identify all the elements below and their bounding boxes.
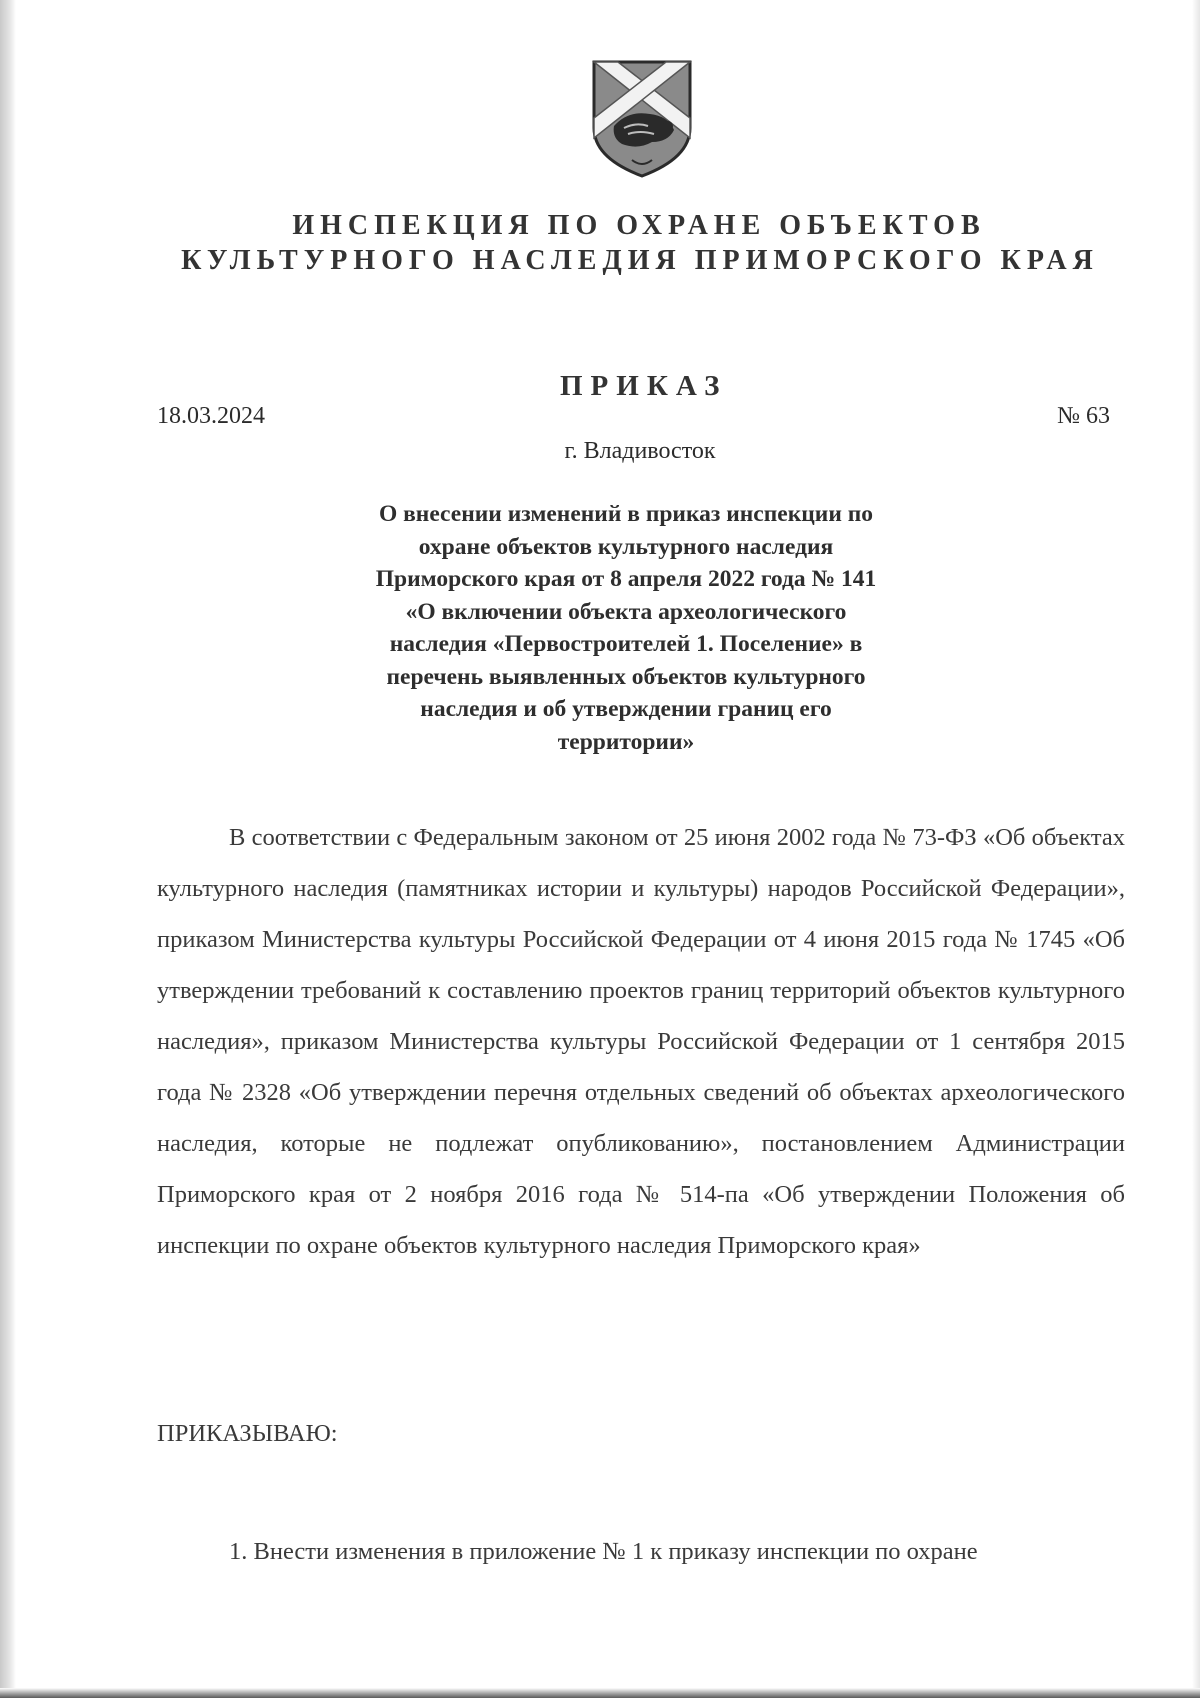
org-name-line-1: ИНСПЕКЦИЯ ПО ОХРАНЕ ОБЪЕКТОВ xyxy=(292,210,986,241)
subject-line: наследия и об утверждении границ его xyxy=(420,696,832,722)
document-subject xyxy=(300,498,952,758)
document-date: 18.03.2024 xyxy=(157,403,265,429)
preamble-paragraph: В соответствии с Федеральным законом от 25 июня 2002 года № 73-ФЗ «Об объектах культурного наследия (памятниках истории и культуры) народов Российской Федерации», приказом Министерства культуры Российской Федерации от 4 июня 2015 года № 1745 «Об утверждении требований к составлению проектов границ территорий объектов культурного наследия», приказом Министерства культуры Российской Федерации от 1 сентября 2015 года № 2328 «Об утверждении перечня отдельных сведений об объектах археологического наследия, которые не подлежат опубликованию», постановлением Администрации Приморского края от 2 ноября 2016 года № 514-па «Об утверждении Положения об инспекции по охране объектов культурного наследия Приморского края» xyxy=(157,824,1125,1259)
subject-line: территории» xyxy=(557,728,695,755)
document-number: № 63 xyxy=(1057,403,1110,429)
order-item-1: 1. Внести изменения в приложение № 1 к приказу инспекции по охране xyxy=(229,1538,978,1565)
subject-line: охране объектов культурного наследия xyxy=(418,533,834,560)
order-heading: ПРИКАЗЫВАЮ: xyxy=(157,1420,338,1447)
document-title: ПРИКАЗ xyxy=(560,370,728,402)
subject-line: Приморского края от 8 апреля 2022 года № 141 xyxy=(375,566,877,592)
coat-of-arms-icon xyxy=(588,58,696,180)
subject-line: перечень выявленных объектов культурного xyxy=(386,663,866,690)
subject-line: О внесении изменений в приказ инспекции по xyxy=(378,501,874,527)
subject-line: «О включении объекта археологического xyxy=(405,598,847,625)
subject-line: наследия «Первостроителей 1. Поселение» в xyxy=(389,631,863,657)
org-name-line-2: КУЛЬТУРНОГО НАСЛЕДИЯ ПРИМОРСКОГО КРАЯ xyxy=(181,245,1099,276)
document-city: г. Владивосток xyxy=(564,438,716,464)
